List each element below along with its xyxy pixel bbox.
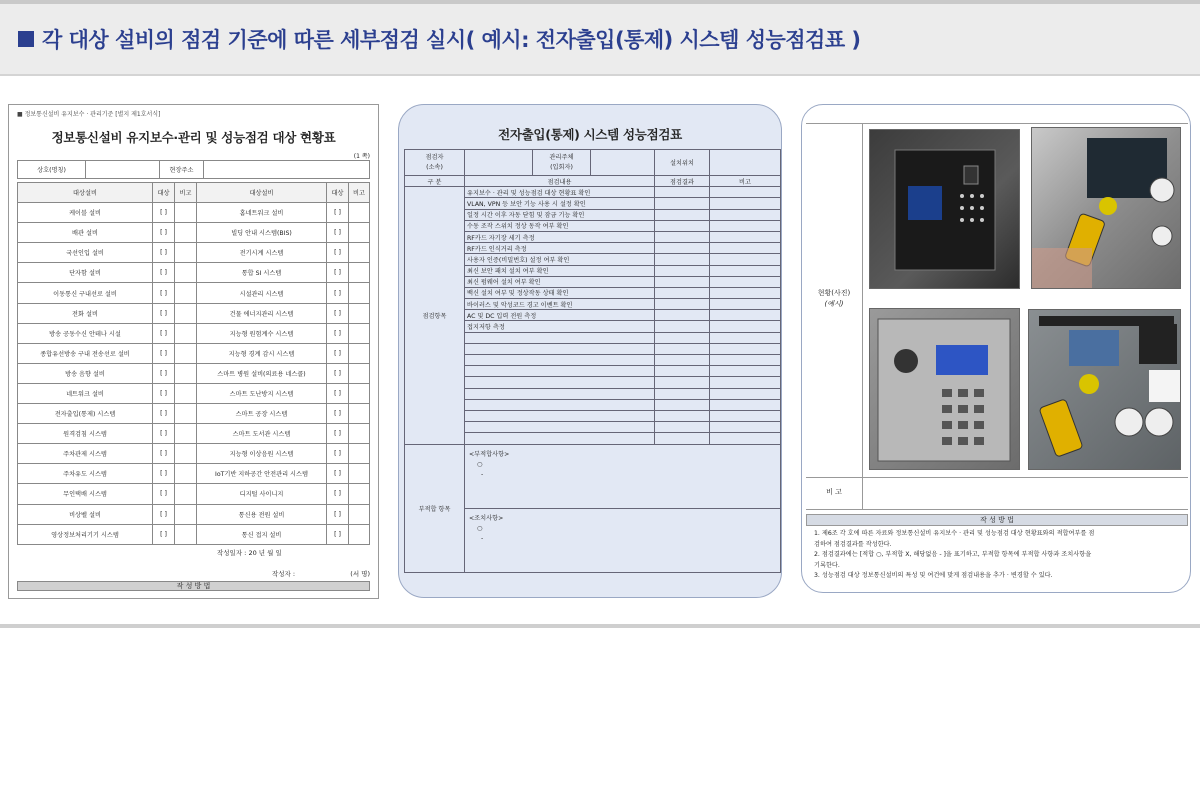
equipment-name: 스마트 도서관 시스템 [197,424,327,444]
note-cell [710,321,781,332]
note-cell [175,223,197,243]
equipment-name: 전기시계 시스템 [197,243,327,263]
equipment-name: 국선인입 설비 [18,243,153,263]
intercom-panel-photo [869,308,1020,470]
target-checkbox: [ ] [327,223,349,243]
note-cell [710,366,781,377]
result-cell [655,343,710,354]
note-cell [175,283,197,303]
inspection-table [404,149,781,573]
note-cell [349,524,370,544]
status-photo-sublabel: (예시) [824,300,844,308]
signature-label: (서 명) [350,569,370,578]
inspection-row [405,187,781,198]
name-label: 상호(명칭) [18,161,86,179]
target-checkbox: [ ] [153,283,175,303]
field-meter-photo-1 [1031,127,1181,289]
result-cell [655,422,710,433]
result-cell [655,243,710,254]
table-row [18,444,370,464]
page-indicator: (1 쪽) [353,153,370,160]
note-cell [175,243,197,263]
note-cell [349,424,370,444]
equipment-name: 배관 설비 [18,223,153,243]
target-checkbox: [ ] [153,504,175,524]
note-cell [710,276,781,287]
meter-illustration-2 [1029,310,1181,470]
inspection-item [465,388,655,399]
inspection-item: AC 및 DC 입력 전원 측정 [465,310,655,321]
inspection-item [465,433,655,444]
form2-title: 전자출입(통제) 시스템 성능점검표 [498,127,682,142]
inspection-item [465,377,655,388]
inspection-item: 최신 펌웨어 설치 여부 확인 [465,276,655,287]
note-cell [175,263,197,283]
equipment-name: 단자함 설비 [18,263,153,283]
table-row [18,263,370,283]
inspection-item [465,332,655,343]
target-checkbox: [ ] [153,464,175,484]
inspection-item: 수동 조작 스위치 정상 동작 여부 확인 [465,220,655,231]
equipment-name: 스마트 병원 설비(의료용 네스콜) [197,363,327,383]
note-cell [710,243,781,254]
note-cell [710,231,781,242]
note-cell [349,464,370,484]
note-cell [349,203,370,223]
equipment-name: 지능형 경계 감시 시스템 [197,343,327,363]
equipment-name: 무인택배 시스템 [18,484,153,504]
target-checkbox: [ ] [153,363,175,383]
inspection-item: 바이러스 및 악성코드 경고 이벤트 확인 [465,299,655,310]
target-checkbox: [ ] [327,464,349,484]
nonconform-label: 부적합 항목 [405,444,465,572]
form3-how-bar: 작 성 방 법 [806,514,1188,526]
inspection-item [465,422,655,433]
note-cell [175,323,197,343]
note-cell [175,524,197,544]
equipment-name: 영상정보처리기기 시스템 [18,524,153,544]
equipment-name: 전화 설비 [18,303,153,323]
equipment-table [17,182,370,545]
note-cell [175,404,197,424]
result-cell [655,299,710,310]
inspection-item [465,343,655,354]
target-checkbox: [ ] [327,283,349,303]
note-cell [710,198,781,209]
note-cell [710,399,781,410]
note-cell [349,383,370,403]
equipment-name: 스마트 도난방지 시스템 [197,383,327,403]
table-row [18,404,370,424]
target-checkbox: [ ] [153,203,175,223]
result-cell [655,276,710,287]
note-cell [710,265,781,276]
note-cell [175,484,197,504]
intercom-illustration [870,309,1020,470]
equipment-name: IoT기반 지하공간 안전관리 시스템 [197,464,327,484]
note-cell [349,504,370,524]
action-title: <조치사항> [469,514,504,522]
access-panel-photo [869,129,1020,289]
inspection-item: 접지저항 측정 [465,321,655,332]
equipment-name: 주차유도 시스템 [18,464,153,484]
inspection-item: 일정 시간 이후 자동 닫힘 및 잠금 기능 확인 [465,209,655,220]
table-row [18,464,370,484]
target-checkbox: [ ] [153,243,175,263]
target-checkbox: [ ] [327,484,349,504]
target-checkbox: [ ] [153,223,175,243]
form-number: ■ 정보통신설비 유지보수 · 관리기준 [별지 제1호서식] [17,111,161,118]
equipment-name: 스마트 공장 시스템 [197,404,327,424]
result-cell [655,332,710,343]
note-cell [349,343,370,363]
note-cell [349,243,370,263]
note-cell [710,209,781,220]
target-checkbox: [ ] [153,303,175,323]
table-header-row: 대상설비 대상 비고 대상설비 대상 비고 [18,183,370,203]
photo-panel [801,104,1191,593]
result-cell [655,321,710,332]
table-row [18,383,370,403]
note-cell [710,388,781,399]
result-cell [655,399,710,410]
inspection-item [465,410,655,421]
note-cell [710,299,781,310]
table-row [18,363,370,383]
equipment-name: 이동통신 구내선로 설비 [18,283,153,303]
equipment-name: 통합 SI 시스템 [197,263,327,283]
note-cell [710,187,781,198]
note-cell [710,422,781,433]
form1-how-bar: 작 성 방 법 [17,581,370,591]
note-cell [175,444,197,464]
target-checkbox: [ ] [153,424,175,444]
note-cell [349,303,370,323]
table-row [18,243,370,263]
target-checkbox: [ ] [153,444,175,464]
equipment-name: 방송 공동수신 안테나 시설 [18,323,153,343]
keypad-device-illustration [870,130,1020,289]
table-row [18,303,370,323]
inspection-header-row: 구 분 점검내용 점검결과 비고 [405,176,781,187]
inspection-item: 사용자 인증(비밀번호) 설정 여부 확인 [465,254,655,265]
date-line: 작성일자 : 20 년 월 일 [217,548,282,557]
target-checkbox: [ ] [327,203,349,223]
bottom-divider [0,624,1200,628]
inspection-item: RF카드 자기장 세기 측정 [465,231,655,242]
note-cell [175,464,197,484]
result-cell [655,198,710,209]
result-cell [655,231,710,242]
inspector-label: 점검자 (소속) [405,150,465,176]
target-checkbox: [ ] [153,343,175,363]
note-cell [710,343,781,354]
target-checkbox: [ ] [327,524,349,544]
result-cell [655,388,710,399]
note-cell [710,332,781,343]
meter-illustration-1 [1032,128,1181,289]
inspection-item [465,399,655,410]
field-meter-photo-2 [1028,309,1181,470]
inspection-item [465,355,655,366]
note-cell [349,223,370,243]
note-label: 비 고 [826,488,842,496]
note-cell [710,220,781,231]
note-cell [349,323,370,343]
table-row [18,283,370,303]
target-checkbox: [ ] [153,383,175,403]
table-row [18,203,370,223]
note-cell [710,410,781,421]
result-cell [655,355,710,366]
inspection-item: 최신 보안 패치 설치 여부 확인 [465,265,655,276]
note-cell [175,363,197,383]
nonconform-row: 부적합 항목 <부적합사항> ○ - [405,444,781,508]
owner-label: 관리주체 (입회자) [533,150,591,176]
result-cell [655,287,710,298]
result-cell [655,187,710,198]
note-cell [349,444,370,464]
equipment-name: 비상벨 설비 [18,504,153,524]
target-checkbox: [ ] [153,263,175,283]
note-cell [710,287,781,298]
note-cell [175,504,197,524]
target-checkbox: [ ] [327,404,349,424]
table-row [18,524,370,544]
note-cell [710,254,781,265]
equipment-name: 건물 에너지관리 시스템 [197,303,327,323]
equipment-name: 디지털 사이니지 [197,484,327,504]
target-checkbox: [ ] [327,363,349,383]
table-row [18,424,370,444]
target-checkbox: [ ] [153,524,175,544]
equipment-name: 통신용 전원 설비 [197,504,327,524]
location-label: 설치위치 [655,150,710,176]
equipment-name: 지능형 원험계수 시스템 [197,323,327,343]
slide-title: 각 대상 설비의 점검 기준에 따른 세부점검 실시( 예시: 전자출입(통제) 시스템 성능점검표 ) [42,28,861,52]
equipment-name: 지능형 이상음원 시스템 [197,444,327,464]
equipment-name: 방송 음향 설비 [18,363,153,383]
note-cell [175,383,197,403]
action-row: <조치사항> ○ - [405,508,781,572]
table-row [18,504,370,524]
note-cell [710,377,781,388]
target-checkbox: [ ] [327,504,349,524]
inspection-item [465,366,655,377]
note-cell [349,404,370,424]
note-cell [349,363,370,383]
items-label: 점검항목 [405,187,465,444]
result-cell [655,220,710,231]
note-cell [175,343,197,363]
equipment-name: 시설관리 시스템 [197,283,327,303]
note-cell [175,303,197,323]
result-cell [655,254,710,265]
note-cell [710,433,781,444]
note-cell [175,203,197,223]
note-cell [349,263,370,283]
target-checkbox: [ ] [327,383,349,403]
inspection-item: VLAN, VPN 등 보안 기능 사용 시 설정 확인 [465,198,655,209]
equipment-name: 케이블 설비 [18,203,153,223]
table-row [18,223,370,243]
inspection-item: 백신 설치 여부 및 정상작동 상태 확인 [465,287,655,298]
how-to-fill-list: 1. 제6조 각 호에 따른 자료와 정보통신설비 유지보수 · 관리 및 성능점검 대상 현황표와의 적합여부를 점 검하여 점검결과를 작성한다. 2. 점검결과에는 [적합 ○, 부적합 X, 해당없음 - ]을 표기하고, 부적합 항목에 부적합 사항과 조치사항을 기록한다. 3. 성능점검 대상 정보통신설비의 특성 및 여건에 맞게 점검내용을 추가 · 변경할 수 있다. [814,530,1095,580]
result-cell [655,377,710,388]
target-checkbox: [ ] [327,424,349,444]
target-checkbox: [ ] [327,243,349,263]
note-cell [710,310,781,321]
site-label: 현장주소 [160,161,204,179]
equipment-name: 원격검침 시스템 [18,424,153,444]
target-checkbox: [ ] [153,404,175,424]
table-row [18,484,370,504]
equipment-name: 주차관제 시스템 [18,444,153,464]
name-address-table [17,160,370,179]
inspection-form-panel [398,104,782,598]
target-checkbox: [ ] [327,303,349,323]
equipment-name: 네트워크 설비 [18,383,153,403]
note-cell [349,283,370,303]
slide-header [0,4,1200,76]
inspection-item: 유지보수 · 관리 및 성능점검 대상 현황표 확인 [465,187,655,198]
form1-footer [17,548,370,578]
nonconform-title: <부적합사항> [469,450,510,458]
note-cell [710,355,781,366]
result-cell [655,265,710,276]
result-cell [655,209,710,220]
target-checkbox: [ ] [327,263,349,283]
equipment-name: 종합유선방송 구내 전송선로 설비 [18,343,153,363]
equipment-name: 빌딩 안내 시스템(BIS) [197,223,327,243]
equipment-name: 통신 접지 설비 [197,524,327,544]
equipment-name: 전자출입(통제) 시스템 [18,404,153,424]
result-cell [655,410,710,421]
writer-line: 작성자 : [272,569,296,578]
target-checkbox: [ ] [327,444,349,464]
equipment-name: 홈네트워크 설비 [197,203,327,223]
status-photo-label: 현황(사진) [817,289,851,297]
result-cell [655,366,710,377]
target-checkbox: [ ] [327,323,349,343]
target-checkbox: [ ] [327,343,349,363]
target-checkbox: [ ] [153,323,175,343]
bullet-square-icon [18,31,34,47]
inspection-item: RF카드 인식거리 측정 [465,243,655,254]
table-row [18,343,370,363]
result-cell [655,310,710,321]
result-cell [655,433,710,444]
note-cell [349,484,370,504]
table-row [18,323,370,343]
form1-title: 정보통신설비 유지보수·관리 및 성능점검 대상 현황표 [51,130,336,145]
target-checkbox: [ ] [153,484,175,504]
status-form-panel [8,104,379,599]
note-cell [175,424,197,444]
